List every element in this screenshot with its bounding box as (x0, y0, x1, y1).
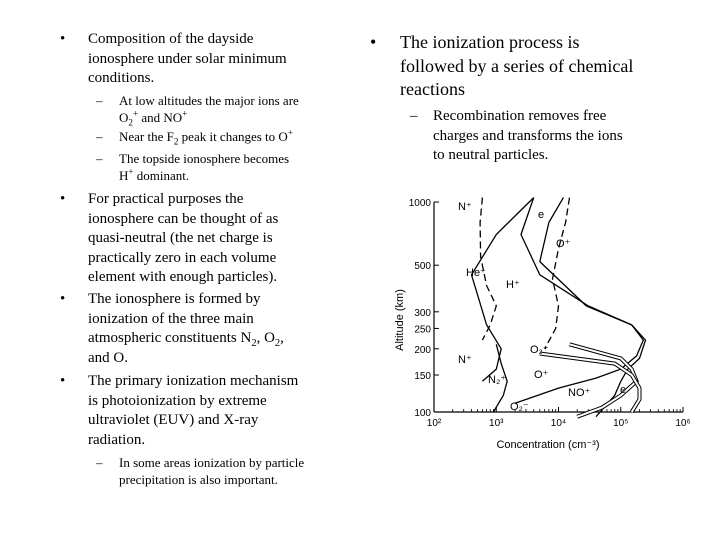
label-o2-plus: O₂⁺ (530, 344, 549, 356)
chart-axes (409, 198, 691, 429)
y-tick-label: 300 (414, 307, 431, 319)
x-tick-label: 10² (426, 418, 442, 429)
ionosphere-chart (388, 190, 698, 462)
y-tick-label: 500 (414, 261, 431, 273)
y-tick-label: 250 (414, 324, 431, 336)
bullet-dot: • (60, 31, 66, 47)
y-tick-label: 1000 (408, 198, 431, 209)
x-tick-label: 10⁶ (675, 418, 691, 429)
x-axis-label: Concentration (cm⁻³) (496, 439, 600, 451)
label-o-plus-low: O⁺ (534, 369, 549, 381)
label-o-plus: O⁺ (556, 238, 571, 250)
y-tick-label: 150 (414, 371, 431, 383)
label-no-plus: NO⁺ (568, 387, 591, 399)
curve-o2-plus (570, 344, 637, 416)
label-e-top: e (538, 209, 545, 221)
x-tick-label: 10⁴ (550, 418, 567, 429)
curve-e-top (521, 198, 646, 417)
label-o2-minus: O₂⁻ (510, 401, 529, 413)
x-tick-label: 10⁵ (613, 418, 629, 429)
label-e-low: e (620, 384, 627, 396)
label-n-plus-top: N⁺ (458, 201, 472, 213)
label-n2-plus: N₂⁺ (488, 374, 507, 386)
y-axis-label: Altitude (km) (394, 289, 406, 351)
y-tick-label: 200 (414, 344, 431, 356)
label-n-plus-low: N⁺ (458, 354, 472, 366)
x-tick-label: 10³ (489, 418, 504, 429)
curve-h-plus (545, 198, 570, 349)
label-he-plus: He⁺ (466, 267, 486, 279)
bullet-text: Composition of the dayside ionosphere under solar minimum conditions. (88, 31, 287, 86)
y-tick-label: 100 (414, 408, 431, 419)
label-h-plus: H⁺ (506, 279, 520, 291)
subbullet-dash: – (96, 93, 103, 108)
